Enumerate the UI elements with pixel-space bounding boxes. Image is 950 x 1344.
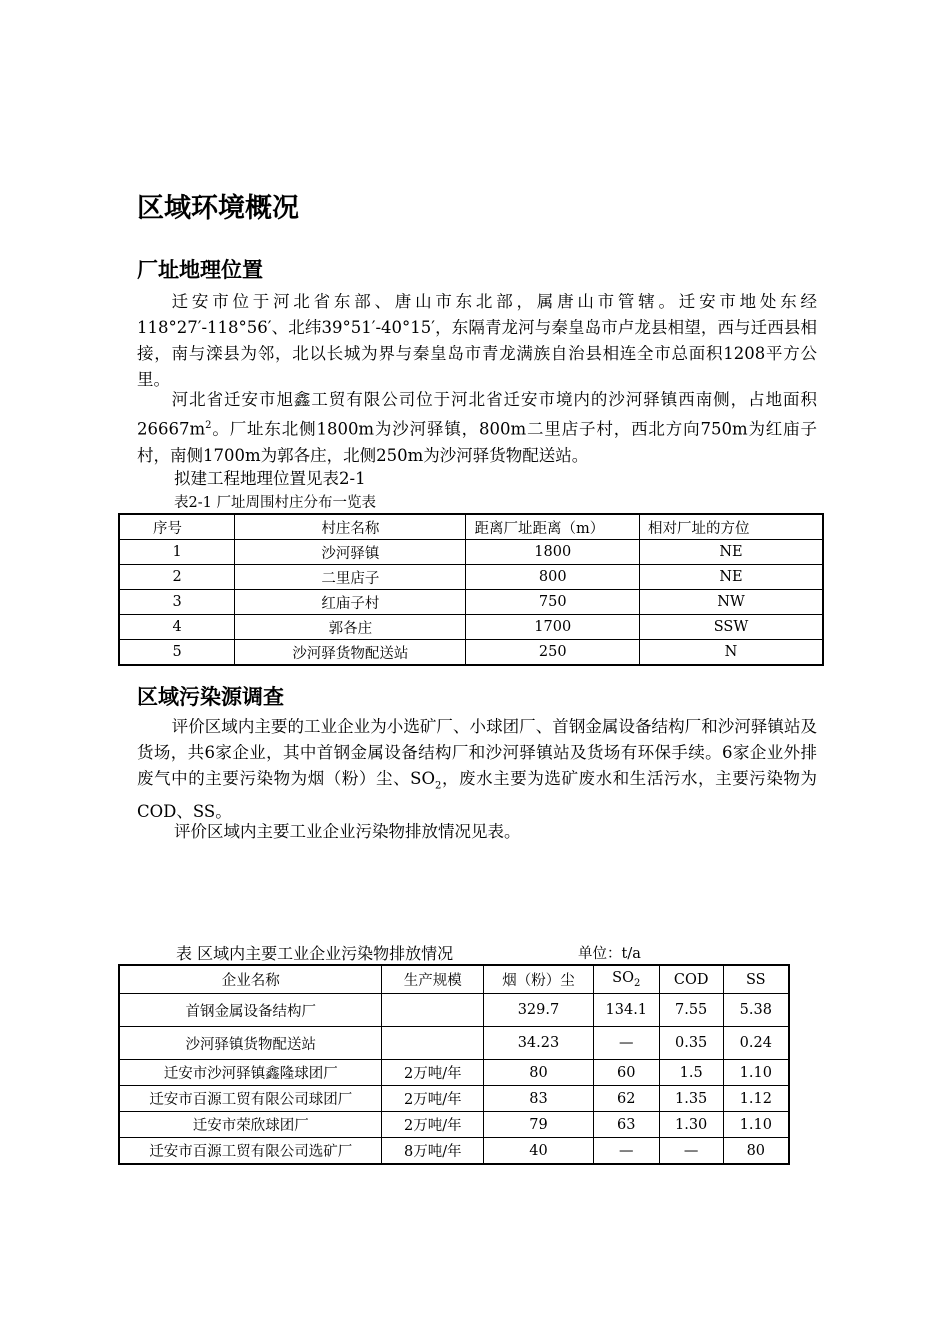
paragraph-pollution-sources-a: 评价区域内主要的工业企业为小选矿厂、小球团厂、首钢金属设备结构厂和沙河驿镇站及货场，共6家企业，其中首钢金属设备结构厂和沙河驿镇站及货场有环保手续。6家企业外排废气中的主要污染物为烟（粉）尘、SO [137,717,817,788]
table-header-row [119,514,823,540]
cell: 1700 [466,615,640,640]
cell: 1.12 [723,1086,789,1112]
cell: 1 [119,540,235,565]
paragraph-pollution-sources [137,714,817,825]
cell: 7.55 [659,994,723,1027]
cell: 80 [723,1138,789,1165]
col-header-distance: 距离厂址距离（m） [466,514,640,540]
cell: 迁安市荣欣球团厂 [119,1112,382,1138]
emission-table [118,964,790,1165]
cell [382,994,484,1027]
col-header-direction: 相对厂址的方位 [640,514,824,540]
cell: 63 [593,1112,659,1138]
cell: 沙河驿镇 [235,540,466,565]
cell: 800 [466,565,640,590]
paragraph-emission-reference: 评价区域内主要工业企业污染物排放情况见表。 [174,822,521,841]
table2-caption: 表 区域内主要工业企业污染物排放情况 [176,944,454,963]
table-row [119,615,823,640]
cell: 40 [484,1138,594,1165]
table-row [119,994,789,1027]
cell: 2 [119,565,235,590]
paragraph-company-location [137,387,817,469]
page-title: 区域环境概况 [137,193,299,224]
cell: NE [640,540,824,565]
cell: 1.10 [723,1060,789,1086]
cell: 8万吨/年 [382,1138,484,1165]
cell: 0.35 [659,1027,723,1060]
cell: 迁安市百源工贸有限公司球团厂 [119,1086,382,1112]
cell: 5 [119,640,235,666]
col-header-scale: 生产规模 [382,965,484,994]
paragraph-pollution-sources-b: ，废水主要为选矿废水和生活污水，主要污染物为COD、SS。 [137,769,818,822]
cell: 1.5 [659,1060,723,1086]
cell: 83 [484,1086,594,1112]
subscript-2: 2 [435,780,442,792]
table-row [119,1112,789,1138]
table-row [119,540,823,565]
so-label: SO [612,970,634,987]
table-row [119,565,823,590]
cell: 二里店子 [235,565,466,590]
cell: 沙河驿镇货物配送站 [119,1027,382,1060]
cell: 79 [484,1112,594,1138]
table1-caption: 表2-1 厂址周围村庄分布一览表 [174,495,376,511]
paragraph-location-intro: 迁安市位于河北省东部、唐山市东北部，属唐山市管辖。迁安市地处东经118°27′-118°56′、北纬39°51′-40°15′，东隔青龙河与秦皇岛市卢龙县相望，西与迁西县相接，南与滦县为邻，北以长城为界与秦皇岛市青龙满族自治县相连全市总面积1208平方公里。 [137,292,817,389]
section-title-site-location: 厂址地理位置 [137,258,263,282]
cell: 首钢金属设备结构厂 [119,994,382,1027]
cell: 迁安市沙河驿镇鑫隆球团厂 [119,1060,382,1086]
cell: 沙河驿货物配送站 [235,640,466,666]
cell: 60 [593,1060,659,1086]
superscript-2: 2 [205,420,212,431]
cell: 62 [593,1086,659,1112]
col-header-village: 村庄名称 [235,514,466,540]
cell: 迁安市百源工贸有限公司选矿厂 [119,1138,382,1165]
table-row [119,1027,789,1060]
paragraph-company-location-a: 河北省迁安市旭鑫工贸有限公司位于河北省迁安市境内的沙河驿镇西南侧，占地面积26667m [137,390,817,439]
cell: — [593,1138,659,1165]
cell: NE [640,565,824,590]
table2-unit: 单位：t/a [578,946,641,962]
cell: SSW [640,615,824,640]
cell: 1.35 [659,1086,723,1112]
cell: 2万吨/年 [382,1086,484,1112]
col-header-so2 [593,965,659,994]
village-distribution-table [118,513,824,666]
cell: 1800 [466,540,640,565]
cell: NW [640,590,824,615]
col-header-dust: 烟（粉）尘 [484,965,594,994]
col-header-company: 企业名称 [119,965,382,994]
paragraph-table-reference: 拟建工程地理位置见表2-1 [174,469,366,488]
cell: 红庙子村 [235,590,466,615]
cell: 80 [484,1060,594,1086]
cell: 1.30 [659,1112,723,1138]
cell: 1.10 [723,1112,789,1138]
cell: N [640,640,824,666]
cell: 5.38 [723,994,789,1027]
cell: 4 [119,615,235,640]
cell: 250 [466,640,640,666]
table-row [119,640,823,666]
col-header-index: 序号 [119,514,235,540]
cell [382,1027,484,1060]
col-header-cod: COD [659,965,723,994]
cell: 2万吨/年 [382,1060,484,1086]
cell: 0.24 [723,1027,789,1060]
cell: — [593,1027,659,1060]
so2-subscript: 2 [634,977,641,989]
table-row [119,1060,789,1086]
cell: 郭各庄 [235,615,466,640]
cell: 329.7 [484,994,594,1027]
paragraph-company-location-b: 。厂址东北侧1800m为沙河驿镇，800m二里店子村，西北方向750m为红庙子村，南侧1700m为郭各庄，北侧250m为沙河驿货物配送站。 [137,419,817,465]
cell: 34.23 [484,1027,594,1060]
cell: 2万吨/年 [382,1112,484,1138]
cell: 134.1 [593,994,659,1027]
table-row [119,590,823,615]
cell: 750 [466,590,640,615]
section-title-pollution-survey: 区域污染源调查 [137,685,284,709]
table-header-row [119,965,789,994]
cell: 3 [119,590,235,615]
col-header-ss: SS [723,965,789,994]
cell: — [659,1138,723,1165]
table-row [119,1086,789,1112]
table-row [119,1138,789,1165]
